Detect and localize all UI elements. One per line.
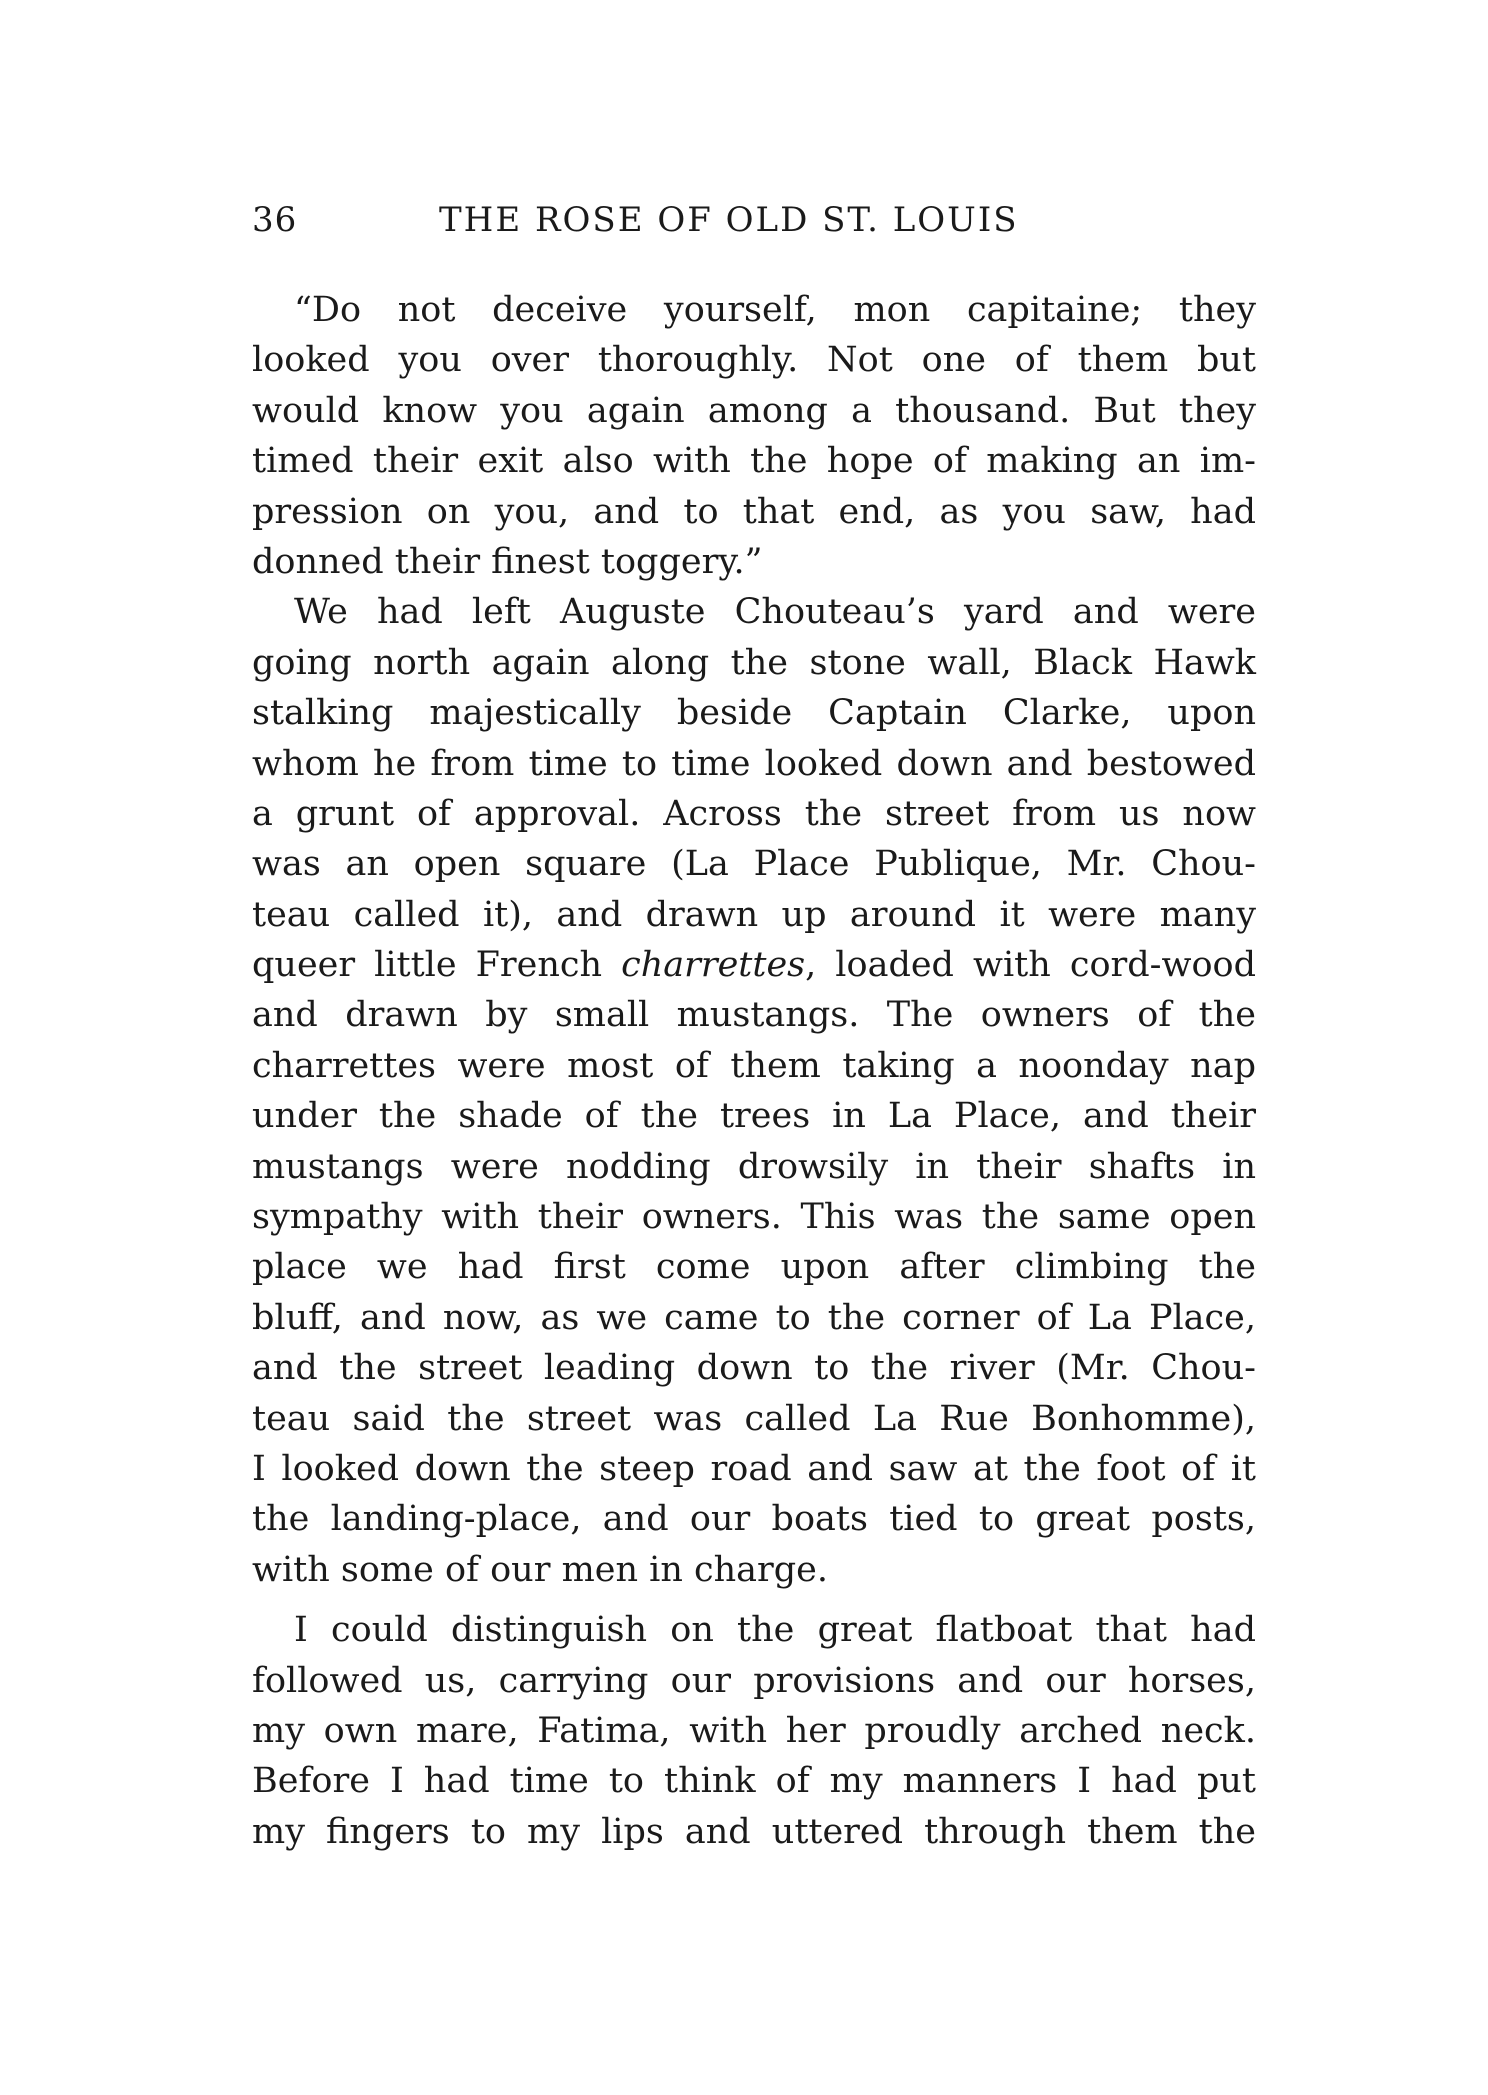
text-line: and the street leading down to the river (Mr. Chou- <box>252 1348 1256 1389</box>
italic-word: charrettes <box>621 945 806 986</box>
page-number: 36 <box>252 200 298 240</box>
paragraph-spacing <box>252 1595 1256 1605</box>
text-line: my own mare, Fatima, with her proudly arched neck. <box>252 1710 1256 1751</box>
text-line: I could distinguish on the great flatboat that had <box>294 1610 1256 1651</box>
text-line: and drawn by small mustangs. The owners of the <box>252 995 1256 1036</box>
text-line: place we had first come upon after climbing the <box>252 1247 1256 1288</box>
running-title: THE ROSE OF OLD ST. LOUIS <box>439 200 1019 240</box>
text-line: was an open square (La Place Publique, Mr. Chou- <box>252 844 1256 885</box>
text-line: timed their exit also with the hope of making an im- <box>252 441 1256 482</box>
text-line: with some of our men in charge. <box>252 1549 828 1590</box>
text-line: my fingers to my lips and uttered through them the <box>252 1811 1256 1852</box>
text-line: donned their finest toggery.” <box>252 541 763 582</box>
text-line: looked you over thoroughly. Not one of them but <box>252 340 1256 381</box>
text-line: teau called it), and drawn up around it were many <box>252 894 1256 935</box>
text-line: bluff, and now, as we came to the corner of La Place, <box>252 1297 1256 1338</box>
text-line: followed us, carrying our provisions and our horses, <box>252 1660 1256 1701</box>
body-text <box>252 285 1256 1857</box>
running-head <box>252 200 1252 260</box>
text-line: “Do not deceive yourself, mon capitaine; they <box>294 290 1256 330</box>
text-line: under the shade of the trees in La Place, and their <box>252 1096 1256 1137</box>
text-line: charrettes were most of them taking a noonday nap <box>252 1045 1256 1086</box>
text-line: whom he from time to time looked down and bestowed <box>252 743 1256 784</box>
text-segment: , loaded with cord-wood <box>805 945 1256 986</box>
text-line: a grunt of approval. Across the street from us now <box>252 793 1256 834</box>
text-segment: queer little French <box>252 945 622 986</box>
text-line: would know you again among a thousand. But they <box>252 390 1256 431</box>
text-line: We had left Auguste Chouteau’s yard and were <box>294 592 1256 633</box>
text-line: I looked down the steep road and saw at the foot of it <box>252 1448 1256 1489</box>
text-line: stalking majestically beside Captain Clarke, upon <box>252 693 1256 734</box>
text-line: the landing-place, and our boats tied to great posts, <box>252 1499 1256 1540</box>
text-line: mustangs were nodding drowsily in their shafts in <box>252 1146 1256 1187</box>
paragraph-3 <box>252 1605 1256 1857</box>
text-line: going north again along the stone wall, Black Hawk <box>252 642 1256 683</box>
text-line-with-italic <box>252 940 1256 990</box>
text-line: Before I had time to think of my manners I had put <box>252 1761 1256 1802</box>
paragraph-1 <box>252 285 1256 587</box>
text-line: teau said the street was called La Rue Bonhomme), <box>252 1398 1256 1439</box>
paragraph-2 <box>252 587 1256 1595</box>
text-line: sympathy with their owners. This was the same open <box>252 1197 1256 1238</box>
text-line: pression on you, and to that end, as you saw, had <box>252 491 1256 532</box>
